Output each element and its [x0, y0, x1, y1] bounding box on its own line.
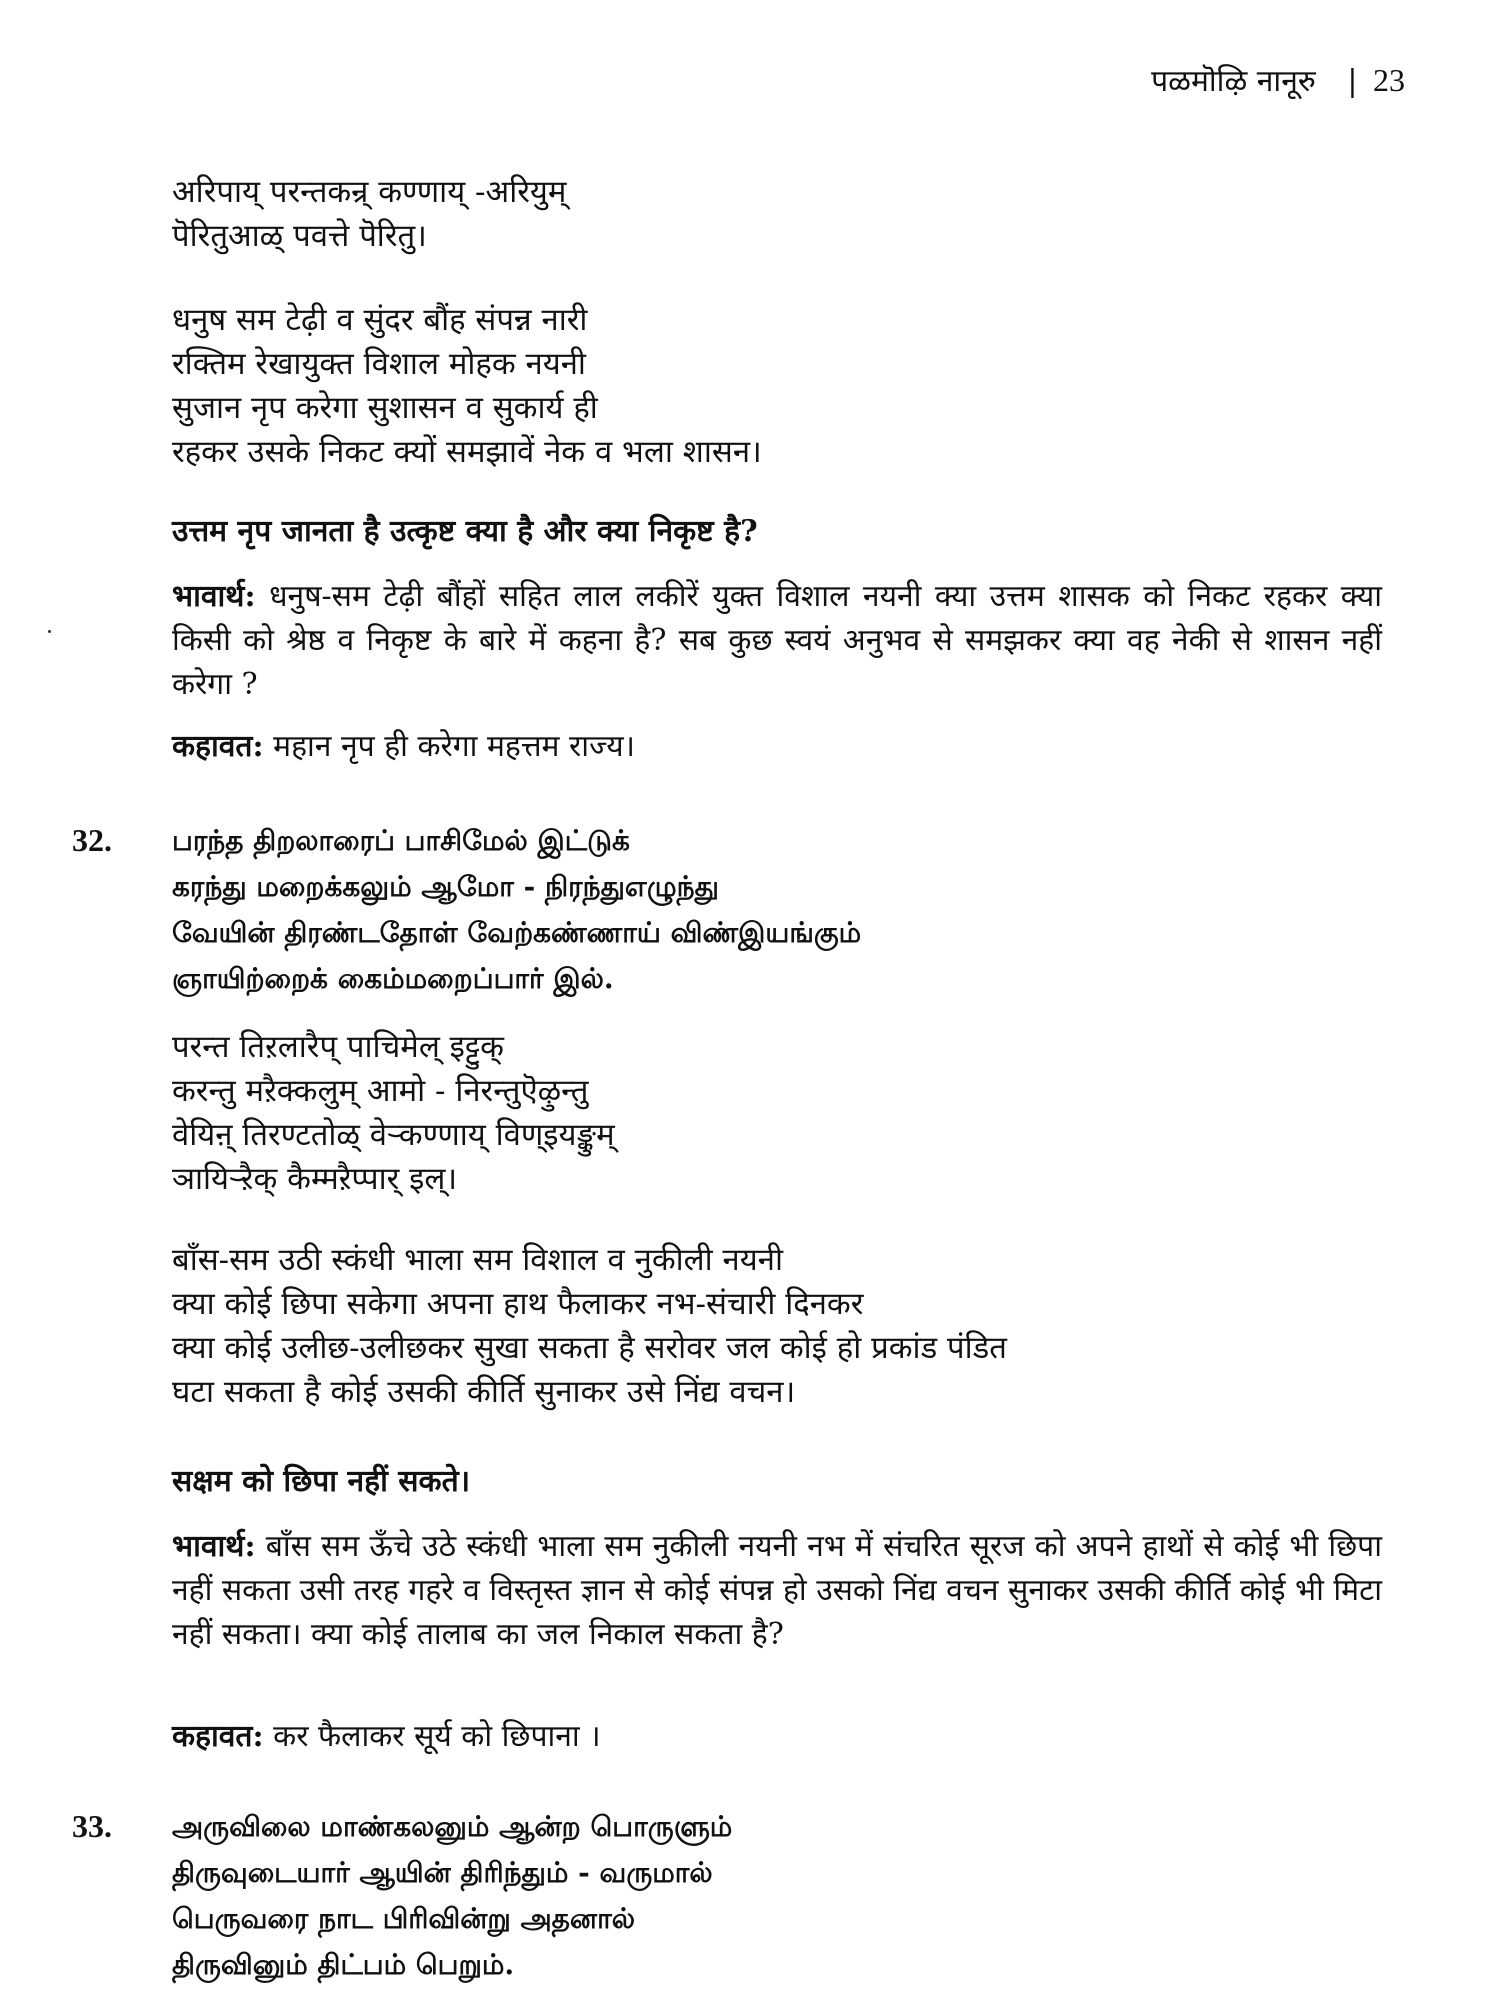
verse31-transliteration — [172, 170, 1382, 258]
hindi-line: क्या कोई उलीछ-उलीछकर सुखा सकता है सरोवर जल कोई हो प्रकांड पंडित — [172, 1330, 1007, 1366]
hindi-line: घटा सकता है कोई उसकी कीर्ति सुनाकर उसे निंद्य वचन। — [172, 1374, 796, 1410]
hindi-line: रहकर उसके निकट क्यों समझावें नेक व भला शासन। — [172, 434, 762, 470]
page-number: 23 — [1373, 62, 1405, 98]
hindi-line: धनुष सम टेढ़ी व सुंदर बौंह संपन्न नारी — [172, 302, 588, 338]
verse33-tamil — [172, 1804, 1382, 1988]
verse32-kahavat — [172, 1715, 1382, 1759]
tamil-line: பெருவரை நாட பிரிவின்று அதனால் — [172, 1902, 635, 1935]
verse31-kahavat — [172, 725, 1382, 769]
kahavat-label: कहावत: — [172, 729, 264, 764]
translit-line: करन्तु मऱैक्कलुम् आमो - निरन्तुऎऴुन्तु — [172, 1073, 589, 1109]
verse32-bhavarth — [172, 1525, 1382, 1657]
tamil-line: ஞாயிற்றைக் கைம்மறைப்பார் இல். — [172, 962, 614, 995]
bhavarth-text: बाँस सम ऊँचे उठे स्कंधी भाला सम नुकीली नयनी नभ में संचरित सूरज को अपने हाथों से कोई भी छिपा नहीं सकता उसी तरह गहरे व विस्तृस्त ज्ञान से कोई संपन्न हो उसको निंद्य वचन सुनाकर उसकी कीर्ति कोई भी मिटा नहीं सकता। क्या कोई तालाब का जल निकाल सकता है? — [172, 1529, 1382, 1652]
scan-speck — [48, 630, 51, 633]
hindi-line: सुजान नृप करेगा सुशासन व सुकार्य ही — [172, 390, 598, 426]
verse-number: 33. — [72, 1808, 112, 1844]
tamil-line: கரந்து மறைக்கலும் ஆமோ - நிரந்துஎழுந்து — [172, 870, 719, 903]
tamil-line: வேயின் திரண்டதோள் வேற்கண்ணாய் விண்இயங்கும் — [172, 916, 862, 949]
verse31-bhavarth — [172, 575, 1382, 707]
verse32-tamil — [172, 818, 1382, 1002]
tamil-line: அருவிலை மாண்கலனும் ஆன்ற பொருளும் — [172, 1810, 733, 1843]
verse-number: 32. — [72, 822, 112, 858]
bhavarth-text: धनुष-सम टेढ़ी बौंहों सहित लाल लकीरें युक्त विशाल नयनी क्या उत्तम शासक को निकट रहकर क्या किसी को श्रेष्ठ व निकृष्ट के बारे में कहना है? सब कुछ स्वयं अनुभव से समझकर क्या वह नेकी से शासन नहीं करेगा ? — [172, 579, 1382, 702]
kahavat-text: कर फैलाकर सूर्य को छिपाना । — [273, 1719, 601, 1754]
verse32-transliteration — [172, 1025, 1382, 1201]
running-header — [1151, 60, 1405, 102]
translit-line: ञायिऱ्ऱैक् कैम्मऱैप्पार् इल्। — [172, 1161, 458, 1197]
bhavarth-label: भावार्थ: — [172, 579, 256, 614]
bhavarth-label: भावार्थ: — [172, 1529, 256, 1564]
header-title: पळमॊऴि नानूरु — [1151, 64, 1316, 99]
translit-line: वेयिऩ् तिरण्टतोळ् वेऱ्कण्णाय् विण्इयङ्कुम् — [172, 1117, 615, 1153]
hindi-line: क्या कोई छिपा सकेगा अपना हाथ फैलाकर नभ-संचारी दिनकर — [172, 1286, 864, 1322]
verse32-heading: सक्षम को छिपा नहीं सकते। — [172, 1464, 471, 1499]
verse31-heading: उत्तम नृप जानता है उत्कृष्ट क्या है और क्या निकृष्ट है? — [172, 514, 758, 549]
header-separator: | — [1347, 64, 1358, 99]
tamil-line: திருவினும் திட்பம் பெறும். — [172, 1948, 515, 1981]
hindi-line: रक्तिम रेखायुक्त विशाल मोहक नयनी — [172, 346, 586, 382]
translit-line: अरिपाय् परन्तकन्र् कण्णाय् -अरियुम् — [172, 174, 567, 210]
tamil-line: பரந்த திறலாரைப் பாசிமேல் இட்டுக் — [172, 824, 630, 857]
verse31-hindi-poem — [172, 298, 1382, 474]
tamil-line: திருவுடையார் ஆயின் திரிந்தும் - வருமால் — [172, 1856, 713, 1889]
kahavat-label: कहावत: — [172, 1719, 264, 1754]
hindi-line: बाँस-सम उठी स्कंधी भाला सम विशाल व नुकीली नयनी — [172, 1242, 783, 1278]
kahavat-text: महान नृप ही करेगा महत्तम राज्य। — [273, 729, 635, 764]
verse32-hindi-poem — [172, 1238, 1382, 1414]
translit-line: पॆरितुआळ् पवत्ते पॆरितु। — [172, 218, 427, 254]
translit-line: परन्त तिऱलारैप् पाचिमेल् इट्टुक् — [172, 1029, 504, 1065]
